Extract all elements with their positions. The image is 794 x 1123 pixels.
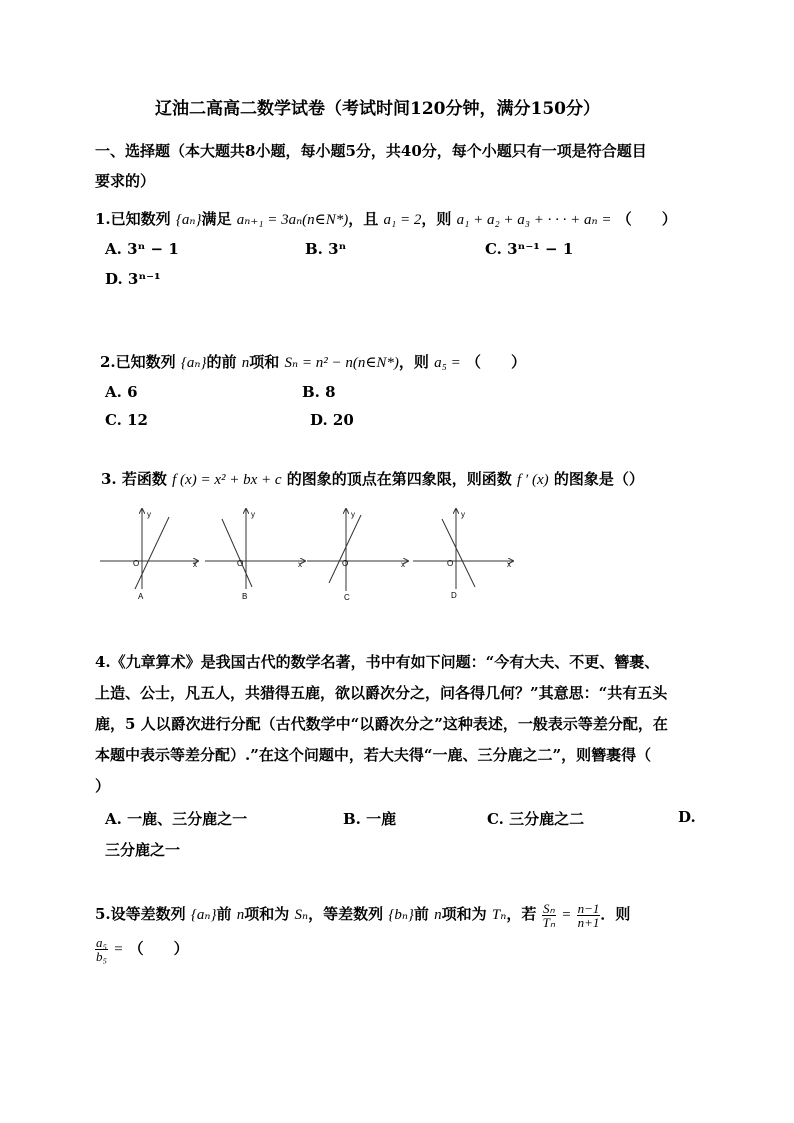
q1-sequence: {aₙ} <box>175 212 202 228</box>
q3-graph-d <box>413 509 513 600</box>
q5-text-7: ，若 <box>506 905 537 923</box>
q2-option-d: D. 20 <box>310 411 354 429</box>
q2-text-4: ，则 <box>398 353 429 371</box>
q3-graph-a <box>100 509 198 601</box>
q2-sum-formula: Sₙ = n² − n(n∈N*) <box>284 355 399 371</box>
q5-equals: = <box>561 907 572 923</box>
q4-option-d-label: D. <box>678 808 696 826</box>
q3-graph-c-y-label: y <box>351 510 355 519</box>
q5-text-6: 项和为 <box>441 905 487 923</box>
page-title: 辽油二高高二数学试卷（考试时间120分钟，满分150分） <box>155 99 600 119</box>
q5-n1: n <box>236 907 245 923</box>
q3-text-1: 3. 若函数 <box>101 470 167 488</box>
question-1-stem <box>95 208 677 229</box>
q1-number: 1. <box>95 210 111 228</box>
q1-text-3: ，且 <box>348 210 379 228</box>
q5-text-5: 前 <box>413 905 429 923</box>
q1-option-a: A. 3ⁿ − 1 <box>105 240 179 258</box>
q3-graph-b-y-label: y <box>251 510 255 519</box>
q2-text-3: 项和 <box>249 353 280 371</box>
q5-text-8: ．则 <box>600 905 631 923</box>
q5-ask-equals: = <box>113 941 124 958</box>
q4-option-a: A. 一鹿、三分鹿之一 <box>105 810 248 828</box>
q2-number: 2. <box>100 353 116 371</box>
q5-number: 5. <box>95 905 111 923</box>
q3-graph-b-origin: O <box>237 559 244 568</box>
q3-graph-a-origin: O <box>133 559 140 568</box>
section-heading-line1: 一、选择题（本大题共8小题，每小题5分，共40分，每个小题只有一项是符合题目 <box>95 142 647 160</box>
q4-option-b: B. 一鹿 <box>343 810 397 828</box>
q1-option-b: B. 3ⁿ <box>305 240 347 258</box>
q5-seq-b: {bₙ} <box>388 907 414 923</box>
q3-graph-b <box>205 509 305 601</box>
q2-text-1: 已知数列 <box>115 353 176 371</box>
q3-graph-c-label: C <box>344 593 350 602</box>
question-4-line3: 鹿，5 人以爵次进行分配（古代数学中“以爵次分之”这种表述，一般表示等差分配，在 <box>95 715 668 733</box>
q5-ask <box>95 936 189 963</box>
q5-sn: Sₙ <box>294 907 309 923</box>
q3-graph-a-label: A <box>138 592 144 601</box>
q3-graph-d-x-label: x <box>507 560 511 569</box>
q2-option-a: A. 6 <box>105 383 138 401</box>
q5-seq-a: {aₙ} <box>190 907 217 923</box>
q5-text-1: 设等差数列 <box>110 905 186 923</box>
q2-option-c: C. 12 <box>105 411 148 429</box>
q3-text-2: 的图象的顶点在第四象限，则函数 <box>286 470 512 488</box>
question-4-line1: 4.《九章算术》是我国古代的数学名著，书中有如下问题：“今有大夫、不更、簪裹、 <box>95 653 660 671</box>
q5-text-4: ，等差数列 <box>308 905 384 923</box>
q3-graph-d-y-label: y <box>461 510 465 519</box>
q3-graph-c-x-label: x <box>401 560 405 569</box>
q5-n2: n <box>434 907 442 923</box>
q3-derivative: f ′ (x) <box>517 472 549 488</box>
q2-text-2: 的前 <box>206 353 237 371</box>
question-4-line2: 上造、公士，凡五人，共猎得五鹿，欲以爵次分之，问各得几何？”其意思：“共有五头 <box>95 684 668 702</box>
q5-answer-paren: （ ） <box>128 939 189 958</box>
q5-rhs-fraction: $\frac{n-1}{n+1}$ <box>577 900 600 930</box>
q1-initial: a₁ = 2 <box>383 212 422 228</box>
q1-answer-paren: （ ） <box>616 210 677 228</box>
q3-graph-b-x-label: x <box>298 560 302 569</box>
q5-text-2: 前 <box>216 905 232 923</box>
q1-text-4: ，则 <box>421 210 452 228</box>
question-4-line5: ） <box>95 777 111 795</box>
q1-recurrence: aₙ₊₁ = 3aₙ(n∈N*) <box>236 212 349 228</box>
section-heading-line2: 要求的） <box>95 172 156 190</box>
q3-graph-d-label: D <box>451 591 457 600</box>
question-5-stem <box>95 899 630 930</box>
q3-graph-a-x-label: x <box>193 560 197 569</box>
q3-text-3: 的图象是（） <box>553 470 644 488</box>
q5-ask-fraction: $\frac{\text{a₅}}{\text{b₅}}$ <box>96 935 108 964</box>
q4-option-c: C. 三分鹿之二 <box>487 810 585 828</box>
q2-option-b: B. 8 <box>302 383 336 401</box>
q3-graph-a-y-label: y <box>147 510 151 519</box>
question-2-stem <box>100 351 526 372</box>
q4-option-d-text: 三分鹿之一 <box>105 841 181 859</box>
q3-graph-options <box>95 505 525 605</box>
q3-graph-c <box>307 509 408 602</box>
q1-text-1: 已知数列 <box>110 210 171 228</box>
q2-a5: a₅ = <box>434 355 461 371</box>
q3-graph-b-label: B <box>242 592 248 601</box>
question-3-stem <box>101 468 644 489</box>
q2-n: n <box>241 355 250 371</box>
q3-graph-d-origin: O <box>447 559 454 568</box>
q1-text-2: 满足 <box>201 210 232 228</box>
q3-function: f (x) = x² + bx + c <box>172 472 282 488</box>
q5-text-3: 项和为 <box>244 905 290 923</box>
q1-option-d: D. 3ⁿ⁻¹ <box>105 270 161 288</box>
q2-answer-paren: （ ） <box>466 353 527 371</box>
q5-ratio-fraction: $\frac{\text{Sₙ}}{\text{Tₙ}}$ <box>542 900 556 930</box>
q2-sequence: {aₙ} <box>180 355 207 371</box>
question-4-line4: 本题中表示等差分配）.”在这个问题中，若大夫得“一鹿、三分鹿之二”，则簪裹得（ <box>95 746 652 764</box>
q5-tn: Tₙ <box>491 907 507 923</box>
q3-graph-c-origin: O <box>342 559 349 568</box>
q1-option-c: C. 3ⁿ⁻¹ − 1 <box>485 240 574 258</box>
q1-sum: a₁ + a₂ + a₃ + · · · + aₙ = <box>456 212 612 228</box>
